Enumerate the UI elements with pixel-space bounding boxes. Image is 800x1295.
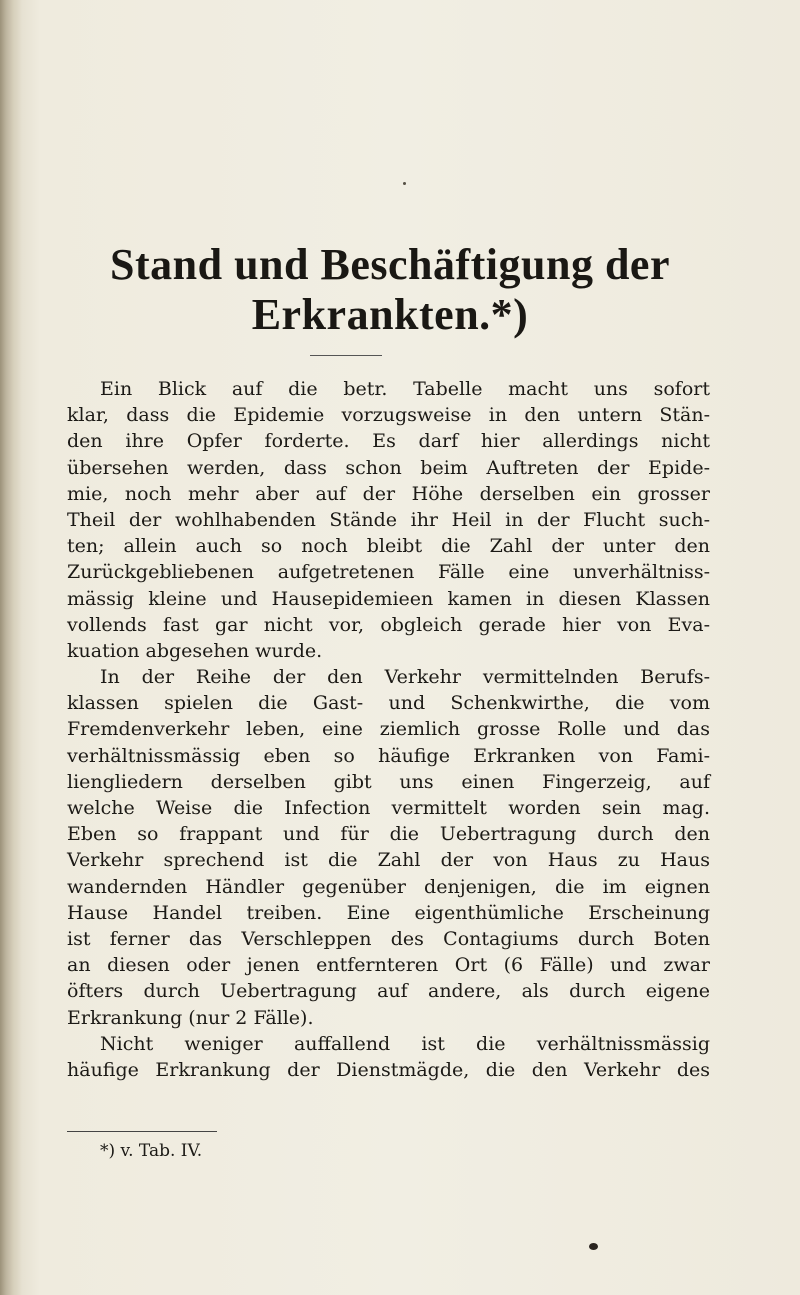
heading-divider — [310, 355, 382, 356]
text-line: kuation abgesehen wurde. — [67, 639, 323, 662]
text-line: vollends fast gar nicht vor, obgleich gerade hier von Eva- — [67, 613, 710, 636]
text-line: Theil der wohlhabenden Stände ihr Heil in der Flucht such- — [67, 508, 710, 531]
text-line: Nicht weniger auffallend ist die verhältnissmässig — [100, 1032, 710, 1055]
text-line: öfters durch Uebertragung auf andere, als durch eigene — [67, 980, 710, 1003]
text-line: wandernden Händler gegenüber denjenigen, die im eignen — [67, 875, 710, 898]
text-line: welche Weise die Infection vermittelt worden sein mag. — [67, 797, 710, 819]
section-heading-line-2: Erkrankten.*) — [251, 290, 529, 339]
text-line: Eben so frappant und für die Uebertragung durch den — [67, 823, 710, 846]
paper-speck — [403, 182, 406, 185]
ink-blot — [589, 1243, 598, 1250]
text-line: mie, noch mehr aber auf der Höhe derselben ein grosser — [67, 482, 710, 505]
text-line: ist ferner das Verschleppen des Contagiums durch Boten — [67, 927, 710, 950]
footnote-divider — [67, 1131, 217, 1132]
text-line: Fremdenverkehr leben, eine ziemlich grosse Rolle und das — [67, 718, 710, 741]
text-line: den ihre Opfer forderte. Es darf hier allerdings nicht — [67, 430, 710, 453]
text-line: Zurückgebliebenen aufgetretenen Fälle eine unverhältniss- — [67, 561, 710, 584]
footnote: *) v. Tab. IV. — [100, 1141, 203, 1161]
text-line: klar, dass die Epidemie vorzugsweise in den untern Stän- — [67, 404, 710, 427]
text-line: Verkehr sprechend ist die Zahl der von Haus zu Haus — [67, 849, 710, 872]
text-line: Hause Handel treiben. Eine eigenthümliche Erscheinung — [67, 901, 710, 924]
text-line: Erkrankung (nur 2 Fälle). — [67, 1006, 314, 1029]
text-line: In der Reihe der den Verkehr vermittelnden Berufs- — [100, 666, 710, 689]
text-line: an diesen oder jenen entfernteren Ort (6 Fälle) und zwar — [67, 954, 710, 977]
text-line: verhältnissmässig eben so häufige Erkranken von Fami- — [67, 744, 710, 767]
text-line: liengliedern derselben gibt uns einen Fingerzeig, auf — [67, 770, 710, 793]
text-line: übersehen werden, dass schon beim Auftreten der Epide- — [67, 456, 710, 479]
section-heading-line-1: Stand und Beschäftigung der — [110, 240, 670, 289]
text-line: ten; allein auch so noch bleibt die Zahl der unter den — [67, 535, 710, 558]
book-spine-shadow — [0, 0, 22, 1295]
text-line: mässig kleine und Hausepidemieen kamen in diesen Klassen — [67, 587, 710, 610]
body-text — [67, 376, 710, 1083]
text-line: häufige Erkrankung der Dienstmägde, die den Verkehr des — [67, 1058, 710, 1081]
text-line: klassen spielen die Gast- und Schenkwirthe, die vom — [67, 692, 710, 715]
text-line: Ein Blick auf die betr. Tabelle macht uns sofort — [100, 378, 710, 400]
